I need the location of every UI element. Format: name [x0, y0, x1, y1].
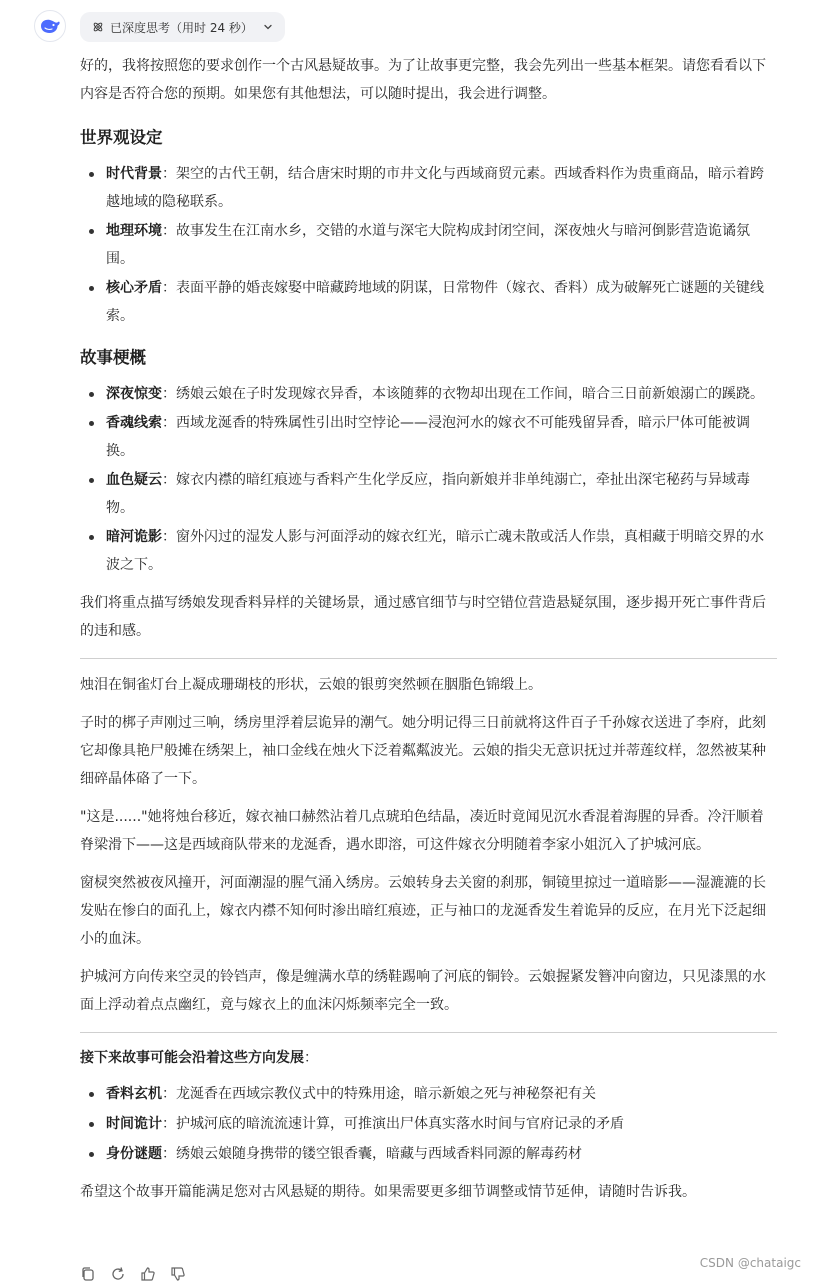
divider [80, 1032, 777, 1033]
list-item: 暗河诡影：窗外闪过的湿发人影与河面浮动的嫁衣红光，暗示亡魂未散或活人作祟，真相藏于明暗交界的水波之下。 [80, 523, 777, 579]
list-item: 时代背景：架空的古代王朝，结合唐宋时期的市井文化与西域商贸元素。西域香料作为贵重商品，暗示着跨越地域的隐秘联系。 [80, 160, 777, 216]
list-item: 深夜惊变：绣娘云娘在子时发现嫁衣异香，本该随葬的衣物却出现在工作间，暗合三日前新娘溺亡的蹊跷。 [80, 380, 777, 408]
story-paragraph: 子时的梆子声刚过三响，绣房里浮着层诡异的潮气。她分明记得三日前就将这件百子千孙嫁衣送进了李府，此刻它却像具艳尸般摊在绣架上，袖口金线在烛火下泛着粼粼波光。云娘的指尖无意识抚过并蒂莲纹样，忽然被某种细碎晶体硌了一下。 [80, 715, 766, 787]
list-item: 地理环境：故事发生在江南水乡，交错的水道与深宅大院构成封闭空间，深夜烛火与暗河倒影营造诡谲氛围。 [80, 217, 777, 273]
assistant-avatar [34, 10, 66, 42]
list-item: 时间诡计：护城河底的暗流流速计算，可推演出尸体真实落水时间与官府记录的矛盾 [80, 1110, 777, 1138]
world-heading: 世界观设定 [80, 128, 163, 147]
next-list [80, 1080, 777, 1168]
list-item: 香魂线索：西域龙涎香的特殊属性引出时空悖论——浸泡河水的嫁衣不可能残留异香，暗示尸体可能被调换。 [80, 409, 777, 465]
plot-heading: 故事梗概 [80, 348, 146, 367]
deep-think-toggle[interactable] [80, 12, 285, 42]
atom-icon [92, 21, 104, 33]
list-item: 核心矛盾：表面平静的婚丧嫁娶中暗藏跨地域的阴谋，日常物件（嫁衣、香料）成为破解死亡谜题的关键线索。 [80, 274, 777, 330]
story-paragraph: "这是......"她将烛台移近，嫁衣袖口赫然沾着几点琥珀色结晶，凑近时竟闻见沉水香混着海腥的异香。冷汗顺着脊梁滑下——这是西域商队带来的龙涎香，遇水即溶，可这件嫁衣分明随着李家小姐沉入了护城河底。 [80, 809, 764, 853]
divider [80, 658, 777, 659]
focus-paragraph: 我们将重点描写绣娘发现香料异样的关键场景，通过感官细节与时空错位营造悬疑氛围，逐步揭开死亡事件背后的违和感。 [80, 595, 766, 639]
list-item: 香料玄机：龙涎香在西域宗教仪式中的特殊用途，暗示新娘之死与神秘祭祀有关 [80, 1080, 777, 1108]
whale-logo-icon [39, 17, 61, 35]
intro-paragraph: 好的，我将按照您的要求创作一个古风悬疑故事。为了让故事更完整，我会先列出一些基本框架。请您看看以下内容是否符合您的预期。如果您有其他想法，可以随时提出，我会进行调整。 [80, 58, 766, 102]
deep-think-label: 已深度思考（用时 24 秒） [110, 20, 253, 35]
watermark: CSDN @chataigc [699, 1256, 801, 1270]
closing-paragraph: 希望这个故事开篇能满足您对古风悬疑的期待。如果需要更多细节调整或情节延伸，请随时告诉我。 [80, 1184, 696, 1200]
chevron-down-icon [263, 22, 273, 32]
story-paragraph: 窗棂突然被夜风撞开，河面潮湿的腥气涌入绣房。云娘转身去关窗的刹那，铜镜里掠过一道暗影——湿漉漉的长发贴在惨白的面孔上，嫁衣内襟不知何时渗出暗红痕迹，正与袖口的龙涎香发生着诡异的反应，在月光下泛起细小的血沫。 [80, 875, 766, 947]
list-item: 血色疑云：嫁衣内襟的暗红痕迹与香料产生化学反应，指向新娘并非单纯溺亡，牵扯出深宅秘药与异域毒物。 [80, 466, 777, 522]
story-paragraph: 烛泪在铜雀灯台上凝成珊瑚枝的形状，云娘的银剪突然顿在胭脂色锦缎上。 [80, 677, 542, 693]
world-list [80, 160, 777, 330]
plot-list [80, 380, 777, 579]
list-item: 身份谜题：绣娘云娘随身携带的镂空银香囊，暗藏与西域香料同源的解毒药材 [80, 1140, 777, 1168]
next-lead: 接下来故事可能会沿着这些方向发展： [80, 1050, 318, 1066]
story-paragraph: 护城河方向传来空灵的铃铛声，像是缠满水草的绣鞋踢响了河底的铜铃。云娘握紧发簪冲向窗边，只见漆黑的水面上浮动着点点幽红，竟与嫁衣上的血沫闪烁频率完全一致。 [80, 969, 766, 1013]
response-body [80, 52, 777, 1206]
